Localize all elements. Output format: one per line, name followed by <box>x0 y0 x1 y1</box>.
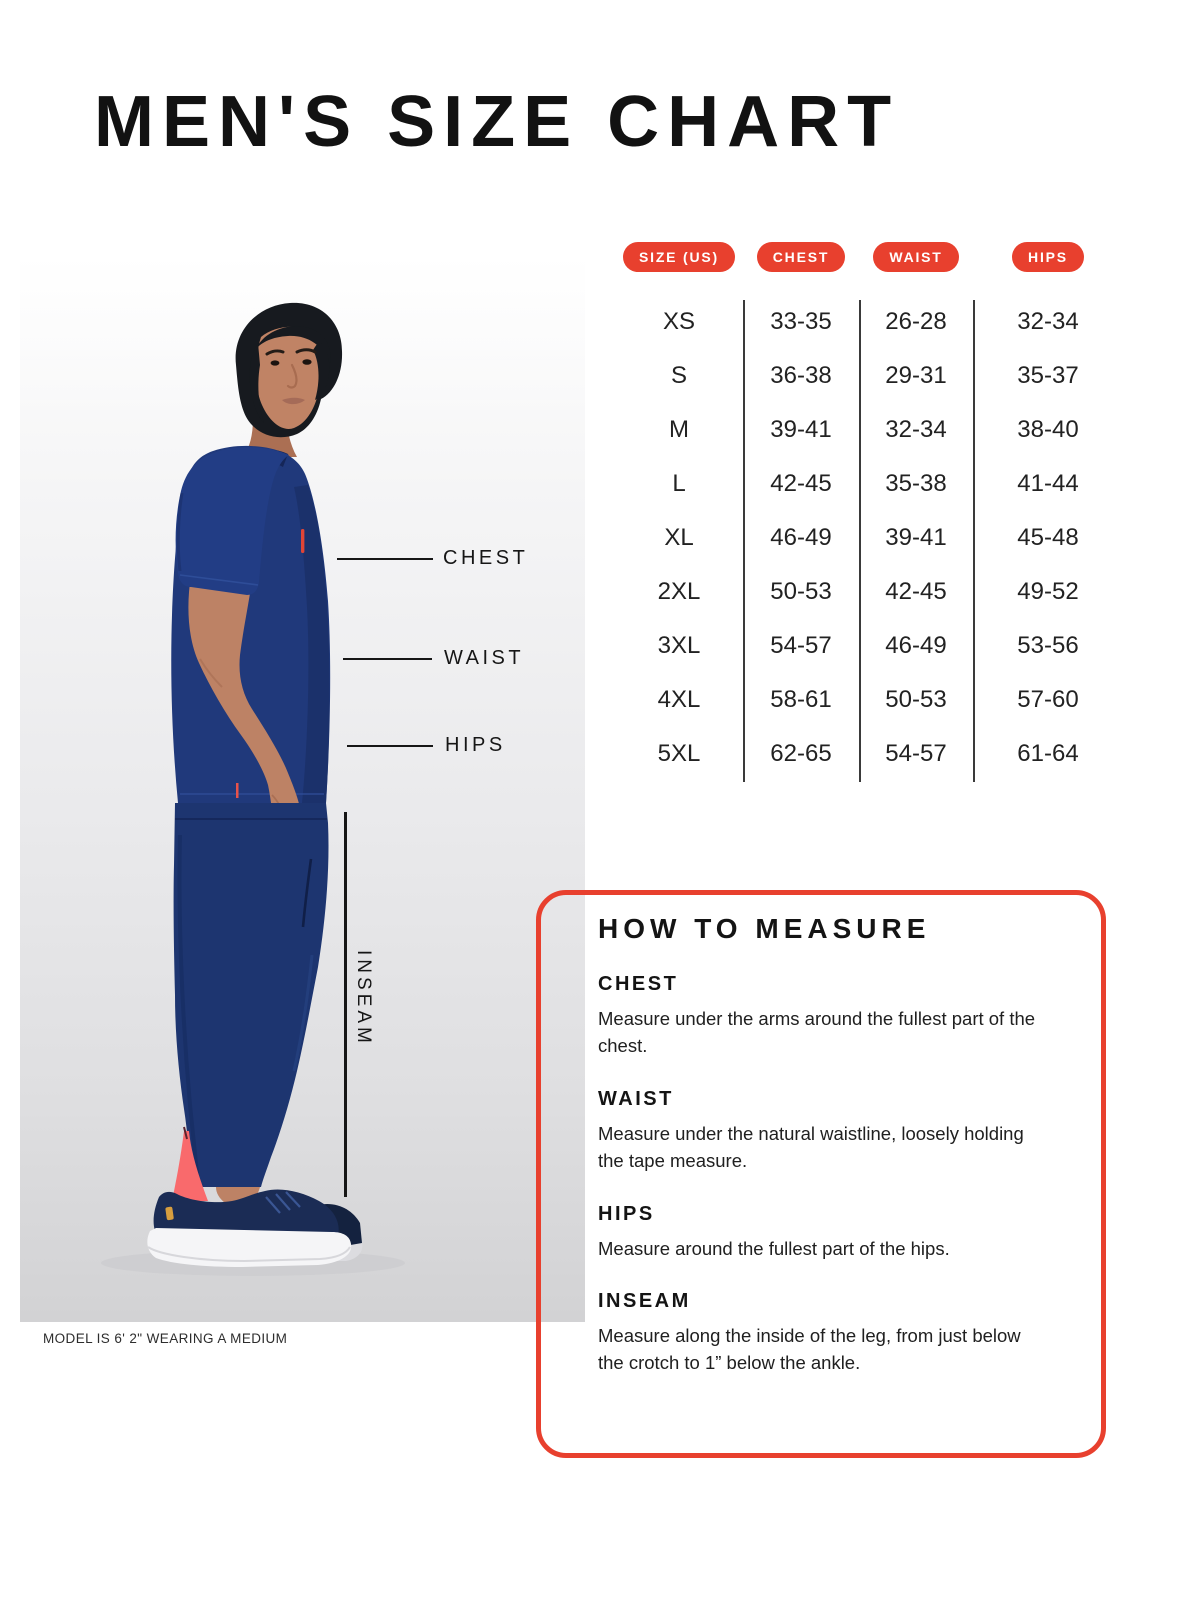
table-cell: XL <box>664 524 694 551</box>
table-row <box>615 727 1123 781</box>
waist-measure-label: WAIST <box>444 647 525 669</box>
column-header-hips: HIPS <box>1012 242 1084 272</box>
table-cell: 3XL <box>657 632 701 659</box>
table-cell: 58-61 <box>770 686 832 713</box>
model-caption: MODEL IS 6' 2" WEARING A MEDIUM <box>43 1331 288 1346</box>
table-divider <box>973 300 975 782</box>
size-table-header <box>615 242 1123 272</box>
table-row <box>615 565 1123 619</box>
table-cell: 33-35 <box>770 308 832 335</box>
table-row <box>615 349 1123 403</box>
table-cell: 61-64 <box>1017 740 1079 767</box>
table-cell: S <box>670 362 687 389</box>
table-cell: 49-52 <box>1017 578 1079 605</box>
table-cell: 39-41 <box>770 416 832 443</box>
table-cell: 53-56 <box>1017 632 1079 659</box>
page-title: MEN'S SIZE CHART <box>94 82 900 162</box>
inseam-measure-line <box>344 812 347 1197</box>
measure-section-text: Measure along the inside of the leg, from just below the crotch to 1” below the ankle. <box>598 1324 1021 1374</box>
hips-measure-label: HIPS <box>445 734 506 756</box>
table-cell: 54-57 <box>885 740 947 767</box>
how-to-measure-title: HOW TO MEASURE <box>598 913 931 944</box>
measure-section-text: Measure around the fullest part of the hips. <box>598 1237 950 1259</box>
table-cell: 2XL <box>657 578 701 605</box>
column-header-chest: CHEST <box>757 242 845 272</box>
chest-measure-label: CHEST <box>443 547 529 569</box>
table-cell: 42-45 <box>770 470 832 497</box>
table-cell: M <box>669 416 689 443</box>
measure-section-heading: INSEAM <box>598 1289 691 1312</box>
size-table-body <box>615 295 1123 781</box>
table-row <box>615 673 1123 727</box>
table-cell: 50-53 <box>770 578 832 605</box>
table-cell: 26-28 <box>885 308 947 335</box>
table-cell: XS <box>662 308 695 335</box>
hips-measure-line <box>347 745 433 747</box>
table-cell: 29-31 <box>885 362 947 389</box>
measure-section-text: Measure under the arms around the fullest part of the chest. <box>598 1008 1036 1057</box>
measure-section-text: Measure under the natural waistline, loosely holding the tape measure. <box>598 1122 1024 1172</box>
how-to-measure-sections <box>598 973 1061 1377</box>
column-header-size: SIZE (US) <box>623 242 735 272</box>
table-divider <box>743 300 745 782</box>
table-row <box>615 295 1123 349</box>
model-photo <box>20 255 585 1322</box>
table-cell: L <box>672 470 686 497</box>
table-cell: 5XL <box>657 740 701 767</box>
table-cell: 50-53 <box>885 686 947 713</box>
inseam-measure-label: INSEAM <box>353 950 374 1047</box>
table-row <box>615 403 1123 457</box>
measure-section-heading: WAIST <box>598 1087 674 1110</box>
table-cell: 54-57 <box>770 632 832 659</box>
table-cell: 32-34 <box>1017 308 1079 335</box>
table-cell: 42-45 <box>885 578 947 605</box>
table-cell: 32-34 <box>885 416 947 443</box>
table-cell: 4XL <box>657 686 701 713</box>
table-cell: 57-60 <box>1017 686 1079 713</box>
table-cell: 41-44 <box>1017 470 1079 497</box>
measure-section-heading: HIPS <box>598 1202 655 1225</box>
table-cell: 46-49 <box>885 632 947 659</box>
table-cell: 39-41 <box>885 524 947 551</box>
model-illustration <box>20 255 585 1322</box>
table-cell: 35-38 <box>885 470 947 497</box>
size-table <box>615 242 1123 781</box>
table-divider <box>859 300 861 782</box>
table-cell: 35-37 <box>1017 362 1079 389</box>
table-cell: 45-48 <box>1017 524 1079 551</box>
table-cell: 36-38 <box>770 362 832 389</box>
measure-section-heading: CHEST <box>598 973 679 995</box>
table-row <box>615 457 1123 511</box>
table-cell: 46-49 <box>770 524 832 551</box>
table-cell: 62-65 <box>770 740 832 767</box>
chest-measure-line <box>337 558 433 560</box>
table-cell: 38-40 <box>1017 416 1079 443</box>
column-header-waist: WAIST <box>873 242 958 272</box>
how-to-measure-box <box>536 890 1106 1458</box>
waist-measure-line <box>343 658 432 660</box>
table-row <box>615 511 1123 565</box>
table-row <box>615 619 1123 673</box>
